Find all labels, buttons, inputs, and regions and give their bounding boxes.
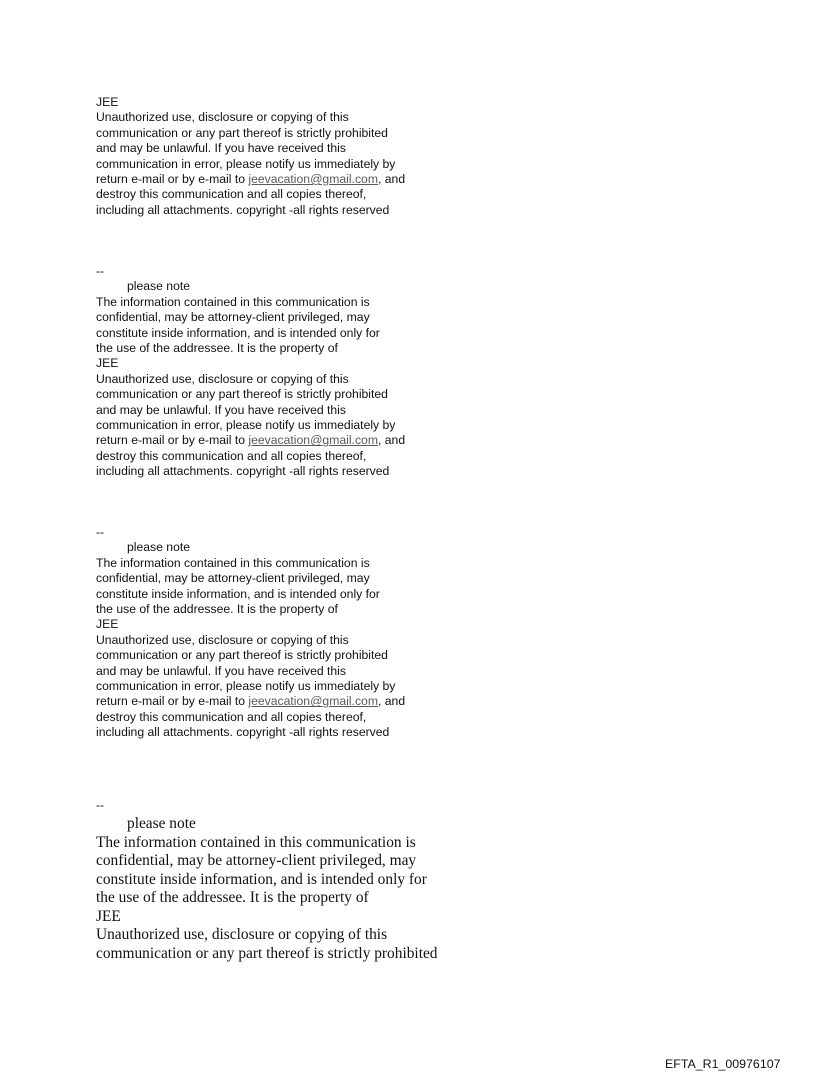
body-line: communication in error, please notify us immediately by [96,679,396,694]
company-name: JEE [96,907,121,925]
return-text: return e-mail or by e-mail to [96,694,249,709]
body-line: the use of the addressee. It is the property of [96,602,338,617]
return-text-tail: , and [377,172,406,187]
body-line: the use of the addressee. It is the property of [96,341,338,356]
please-note: please note [127,540,191,555]
please-note: please note [127,279,191,294]
body-line: communication or any part thereof is strictly prohibited [96,648,388,663]
body-line: confidential, may be attorney-client privileged, may [96,852,417,869]
body-line: communication in error, please notify us immediately by [96,156,396,171]
email-link[interactable]: jeevacation@gmail.com [248,172,378,187]
body-line: destroy this communication and all copies thereof, [96,709,367,724]
return-text: return e-mail or by e-mail to [96,172,249,187]
body-line: including all attachments. copyright -all rights reserved [96,202,390,217]
return-text: return e-mail or by e-mail to [96,433,249,448]
body-line: and may be unlawful. If you have received this [96,141,346,156]
company-name: JEE [96,356,119,371]
body-line: confidential, may be attorney-client privileged, may [96,310,370,325]
body-line: The information contained in this communication is [96,294,370,309]
body-line: The information contained in this communication is [96,833,416,851]
return-text-tail: , and [377,694,406,709]
return-email-line [96,433,476,448]
body-line: destroy this communication and all copies thereof, [96,187,367,202]
return-text-tail: , and [377,433,406,448]
body-line: destroy this communication and all copies thereof, [96,448,367,463]
body-line: communication in error, please notify us immediately by [96,418,396,433]
company-name: JEE [96,617,119,632]
return-email-line [96,172,476,187]
body-line: communication or any part thereof is strictly prohibited [96,387,388,402]
body-line: including all attachments. copyright -all rights reserved [96,725,390,740]
separator-line-4 [96,798,476,813]
please-note: please note [127,815,196,832]
body-line: communication or any part thereof is strictly prohibited [96,125,388,140]
separator: -- [96,264,105,278]
body-line: Unauthorized use, disclosure or copying of this [96,110,349,125]
company-name: JEE [96,95,119,109]
body-line: The information contained in this communication is [96,555,370,570]
email-link[interactable]: jeevacation@gmail.com [248,433,378,448]
body-line: constitute inside information, and is intended only for [96,325,380,340]
document-id: EFTA_R1_00976107 [665,1057,781,1071]
disclaimer-block-1 [96,95,476,218]
body-line: including all attachments. copyright -all rights reserved [96,464,390,479]
disclaimer-block-4 [96,815,496,963]
return-email-line [96,694,476,709]
body-line: Unauthorized use, disclosure or copying of this [96,371,349,386]
body-line: constitute inside information, and is intended only for [96,586,380,601]
separator: -- [96,798,105,812]
body-line: communication or any part thereof is strictly prohibited [96,944,438,962]
body-line: confidential, may be attorney-client privileged, may [96,571,370,586]
body-line: and may be unlawful. If you have received this [96,402,346,417]
disclaimer-block-2 [96,264,476,480]
email-link[interactable]: jeevacation@gmail.com [248,694,378,709]
body-line: Unauthorized use, disclosure or copying of this [96,632,349,647]
body-line: constitute inside information, and is intended only for [96,870,427,888]
body-line: the use of the addressee. It is the property of [96,889,369,906]
disclaimer-block-3 [96,525,476,741]
body-line: and may be unlawful. If you have received this [96,663,346,678]
body-line: Unauthorized use, disclosure or copying of this [96,926,388,943]
separator: -- [96,525,105,539]
